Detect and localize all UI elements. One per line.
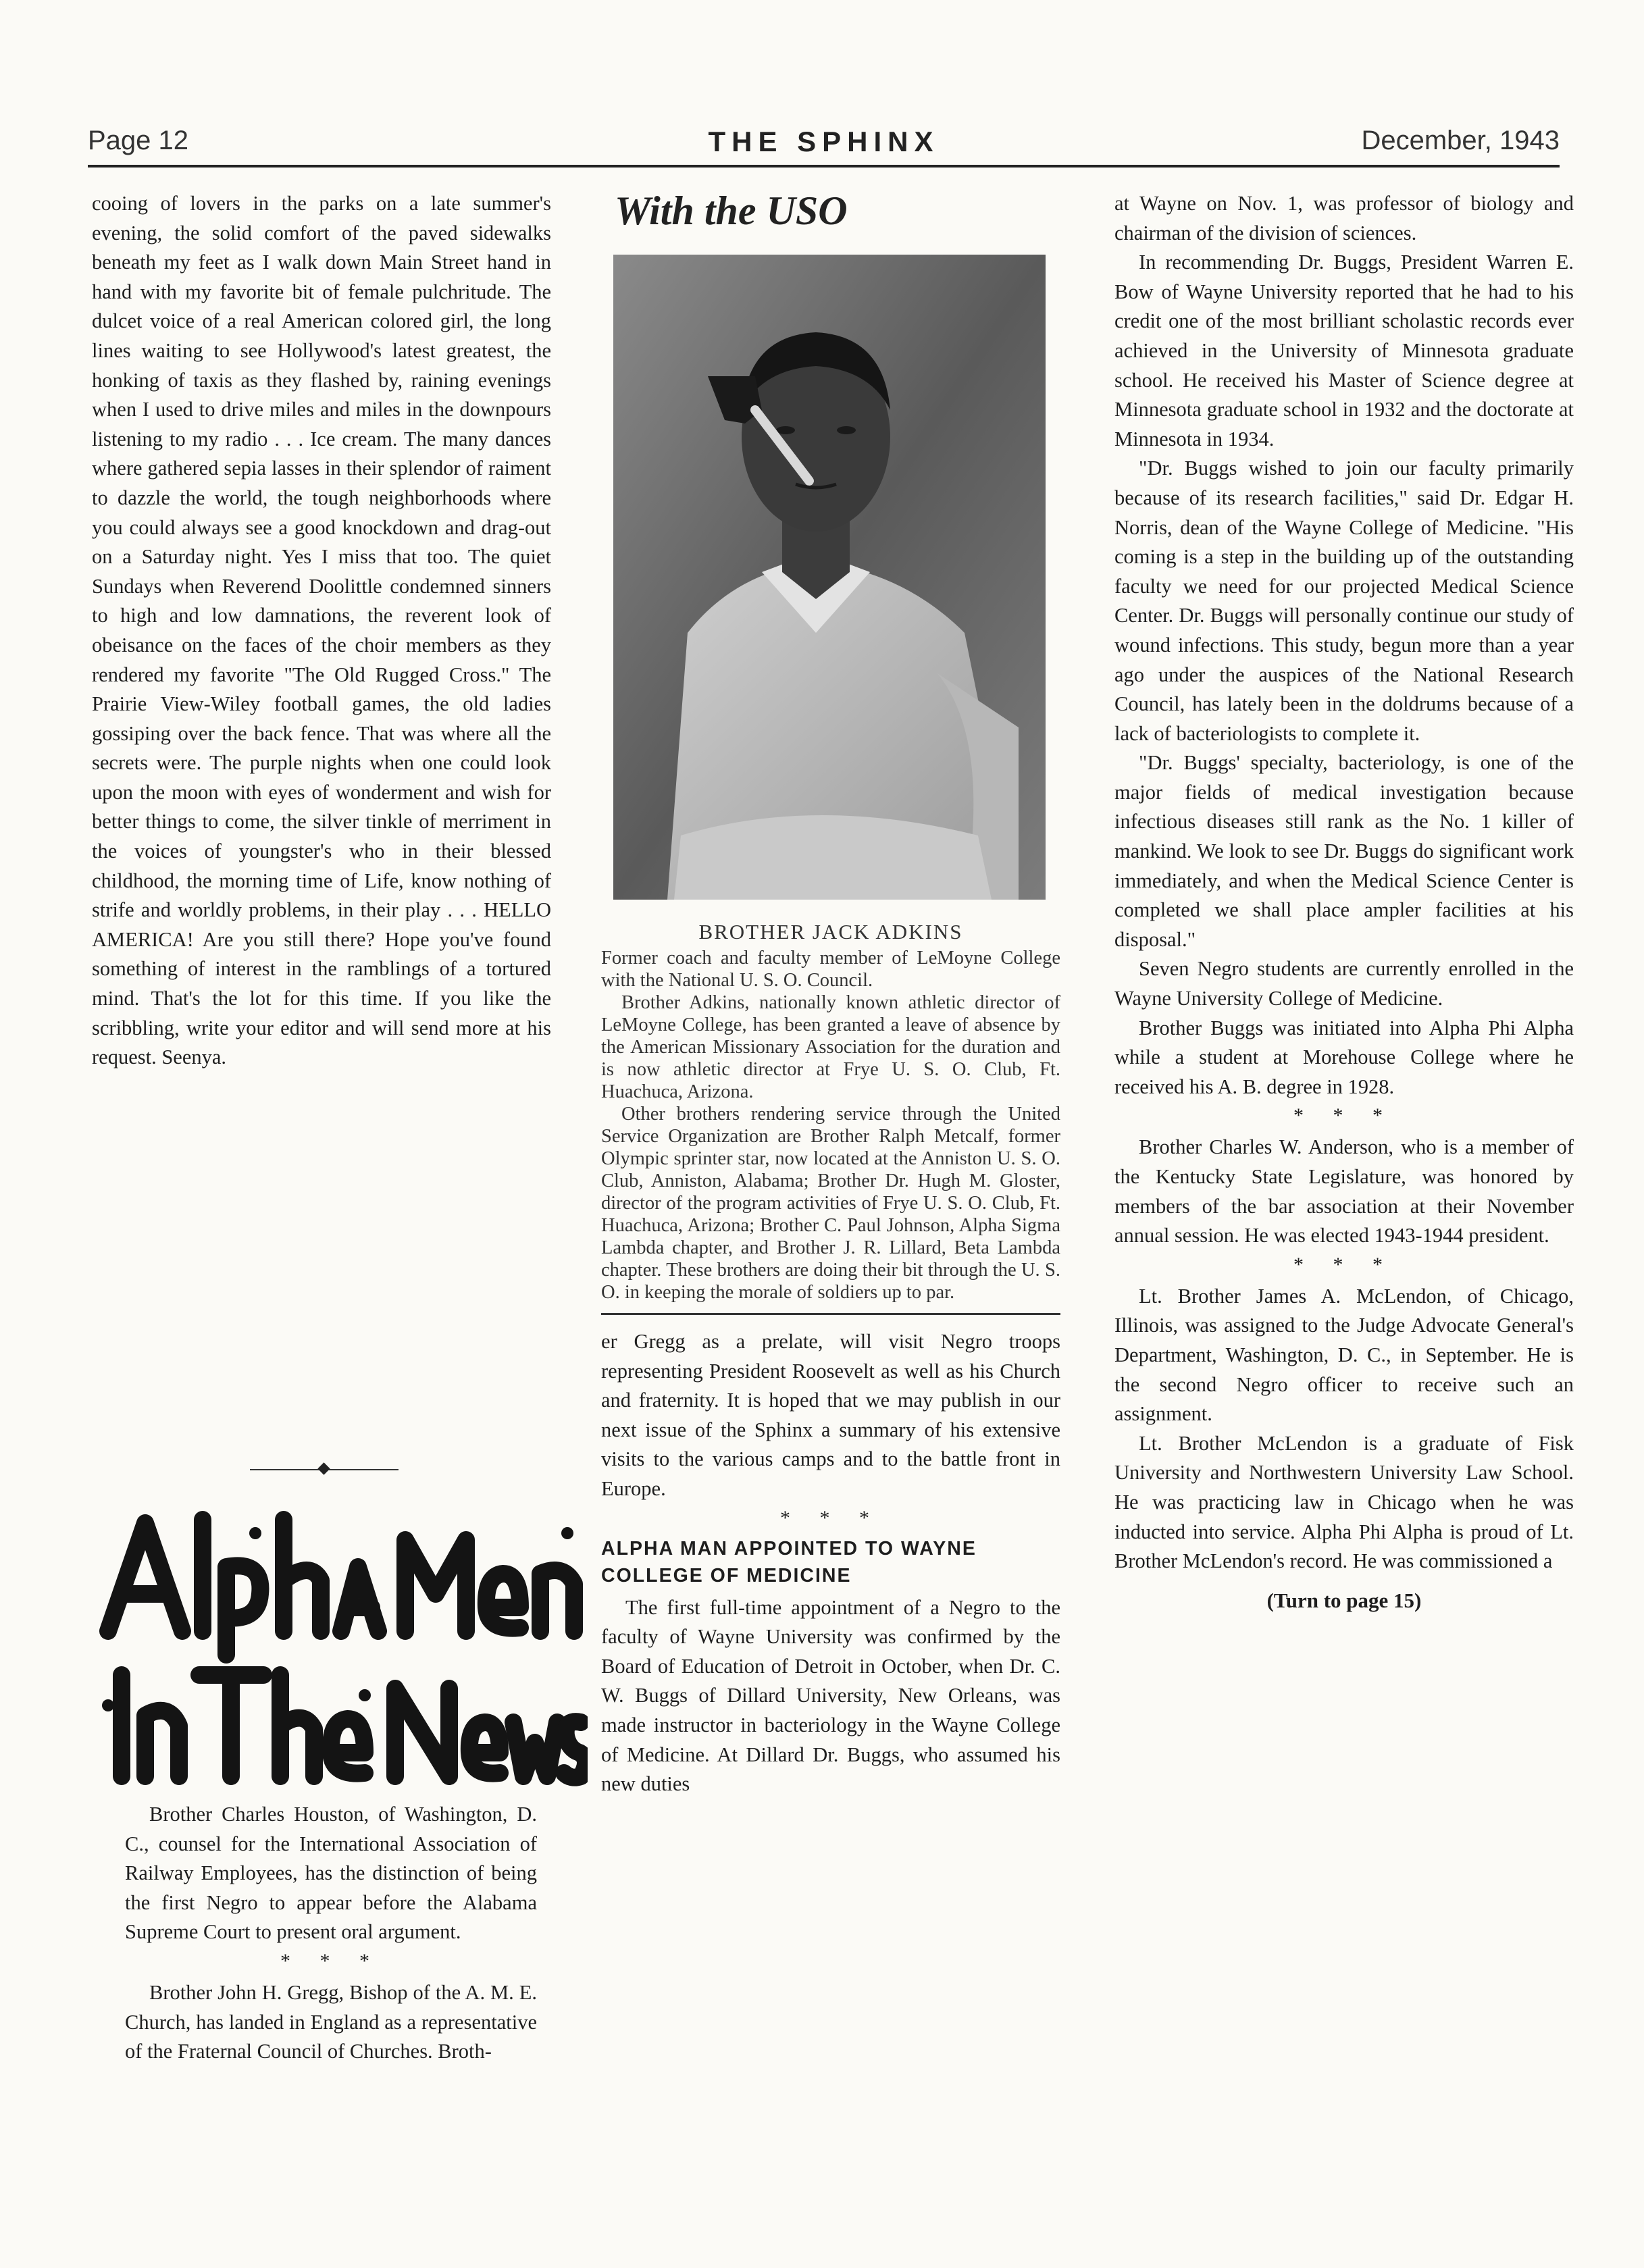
wayne-paragraph-1-continued: at Wayne on Nov. 1, was professor of biology and chairman of the division of sciences. <box>1114 192 1574 244</box>
gregg-item-continued: er Gregg as a prelate, will visit Negro troops representing President Roosevelt as well as his Church and fraternity. It is hoped that we may publish in our next issue of the Sphinx a summary of his extensive visits to the various camps and to the battle front in Europe. <box>601 1330 1060 1500</box>
column-rule <box>601 1313 1060 1315</box>
column-3 <box>1114 189 1574 1613</box>
column-1-news <box>125 1800 537 2067</box>
portrait-image <box>613 255 1046 900</box>
wayne-paragraph-5: Seven Negro students are currently enrolled in the Wayne University College of Medicine. <box>1114 957 1574 1010</box>
masthead-rule <box>88 165 1560 167</box>
section-title-alpha-men-in-the-news <box>81 1493 588 1790</box>
separator-stars: * * * <box>1293 1104 1395 1127</box>
section-divider <box>250 1463 399 1476</box>
wayne-paragraph-6: Brother Buggs was initiated into Alpha Phi Alpha while a student at Morehouse College where he received his A. B. degree in 1928. <box>1114 1016 1574 1098</box>
column-2 <box>601 188 1060 1799</box>
page-number: Page 12 <box>88 126 189 155</box>
portrait-photo <box>613 255 1046 900</box>
publication-title: THE SPHINX <box>708 126 940 157</box>
photo-caption-name: BROTHER JACK ADKINS <box>698 920 963 944</box>
separator-stars: * * * <box>280 1949 382 1972</box>
separator-stars: * * * <box>780 1506 881 1529</box>
uso-brothers-item: Other brothers rendering service through the United Service Organization are Brother Ralph Metcalf, former Olympic sprinter star, now located at the Anniston U. S. O. Club, Anniston, Alabama; Brother Dr. Hugh M. Gloster, director of the program activities of Frye U. S. O. Club, Ft. Huachuca, Arizona; Brother C. Paul Johnson, Alpha Sigma Lambda chapter, and Brother J. R. Lillard, Beta Lambda chapter. These brothers are doing their bit through the U. S. O. in keeping the morale of soldiers up to par. <box>601 1104 1060 1303</box>
gregg-item: Brother John H. Gregg, Bishop of the A. M. E. Church, has landed in England as a representative of the Fraternal Council of Churches. Broth- <box>125 1980 537 2063</box>
hand-lettered-title <box>81 1493 588 1790</box>
adkins-item: Brother Adkins, nationally known athletic director of LeMoyne College, has been granted a leave of absence by the American Missionary Association for the duration and is now athletic director at Frye U. S. O. Club, Ft. Huachuca, Arizona. <box>601 992 1060 1102</box>
wayne-paragraph-4: "Dr. Buggs' specialty, bacteriology, is one of the major fields of medical investigation because infectious diseases still rank as the No. 1 killer of mankind. We look to see Dr. Buggs do significant work immediately, and when the Medical Science Center is completed we shall place ampler facilities at his disposal." <box>1114 751 1574 951</box>
essay-continuation: cooing of lovers in the parks on a late summer's evening, the solid comfort of the paved sidewalks beneath my feet as I walk down Main Street hand in hand with my favorite bit of female pulchritude. The dulcet voice of a real American colored girl, the long lines waiting to see Hollywood's latest greatest, the honking of taxis as they flashed by, raining evenings when I used to drive miles and miles in the downpours listening to my radio . . . Ice cream. The many dances where gathered sepia lasses in their splendor of raiment to dazzle the world, the tough neighborhoods where you could always see a good knockdown and drag-out on a Saturday night. Yes I miss that too. The quiet Sundays when Reverend Doolittle condemned sinners to high and low damnations, the reverent look of obeisance on the faces of the choir members as they rendered my favorite "The Old Rugged Cross." The Prairie View-Wiley football games, the old ladies gossiping over the back fence. That was where all the secrets were. The purple nights when one could look upon the moon with eyes of wonderment and wish for better things to come, the silver tinkle of merriment in the voices of youngster's who in their blessed childhood, the morning time of Life, know nothing of strife and worldly problems, in their play . . . HELLO AMERICA! Are you still there? Hope you've found something of interest in the ramblings of a tortured mind. That's the lot for this time. If you like the scribbling, write your editor and will send more at his request. Seenya. <box>92 192 551 1069</box>
houston-item: Brother Charles Houston, of Washington, D. C., counsel for the International Association of Railway Employees, has the distinction of being the first Negro to appear before the Alabama Supreme Court to present oral argument. <box>125 1803 537 1944</box>
photo-caption: Former coach and faculty member of LeMoyne College with the National U. S. O. Council. <box>601 948 1060 991</box>
issue-date: December, 1943 <box>1361 126 1560 155</box>
mclendon-item-1: Lt. Brother James A. McLendon, of Chicago, Illinois, was assigned to the Judge Advocate General's Department, Washington, D. C., in September. He is the second Negro officer to receive such an assignment. <box>1114 1284 1574 1426</box>
anderson-item: Brother Charles W. Anderson, who is a member of the Kentucky State Legislature, was honored by members of the bar association at their November annual session. He was elected 1943-1944 president. <box>1114 1135 1574 1247</box>
uso-title: With the USO <box>615 188 848 233</box>
continuation-note: (Turn to page 15) <box>1266 1588 1422 1612</box>
wayne-paragraph-3: "Dr. Buggs wished to join our faculty primarily because of its research facilities," said Dr. Edgar H. Norris, dean of the Wayne College of Medicine. "His coming is a step in the building up of the outstanding faculty we need for our projected Medical Science Center. Dr. Buggs will personally continue our study of wound infections. This study, begun more than a year ago under the auspices of the National Research Council, has lately been in the doldrums because of a lack of bacteriologists to complete it. <box>1114 457 1574 745</box>
masthead <box>88 126 1560 169</box>
separator-stars: * * * <box>1293 1253 1395 1276</box>
wayne-paragraph-1: The first full-time appointment of a Negro to the faculty of Wayne University was confirmed by the Board of Education of Detroit in October, when Dr. C. W. Buggs of Dillard University, New Orleans, was made instructor in bacteriology in the Wayne College of Medicine. At Dillard Dr. Buggs, who assumed his new duties <box>601 1595 1060 1796</box>
divider-diamond <box>317 1462 330 1474</box>
mclendon-item-2: Lt. Brother McLendon is a graduate of Fisk University and Northwestern University Law School. He was practicing law in Chicago when he was inducted into service. Alpha Phi Alpha is proud of Lt. Brother McLendon's record. He was commissioned a <box>1114 1431 1574 1573</box>
wayne-paragraph-2: In recommending Dr. Buggs, President Warren E. Bow of Wayne University reported that he had to his credit one of the most brilliant scholastic records ever achieved in the University of Minnesota graduate school. He received his Master of Science degree at Minnesota graduate school in 1932 and the doctorate at Minnesota in 1934. <box>1114 251 1574 450</box>
column-1 <box>92 189 551 1073</box>
wayne-heading: ALPHA MAN APPOINTED TO WAYNE COLLEGE OF MEDICINE <box>601 1537 977 1587</box>
